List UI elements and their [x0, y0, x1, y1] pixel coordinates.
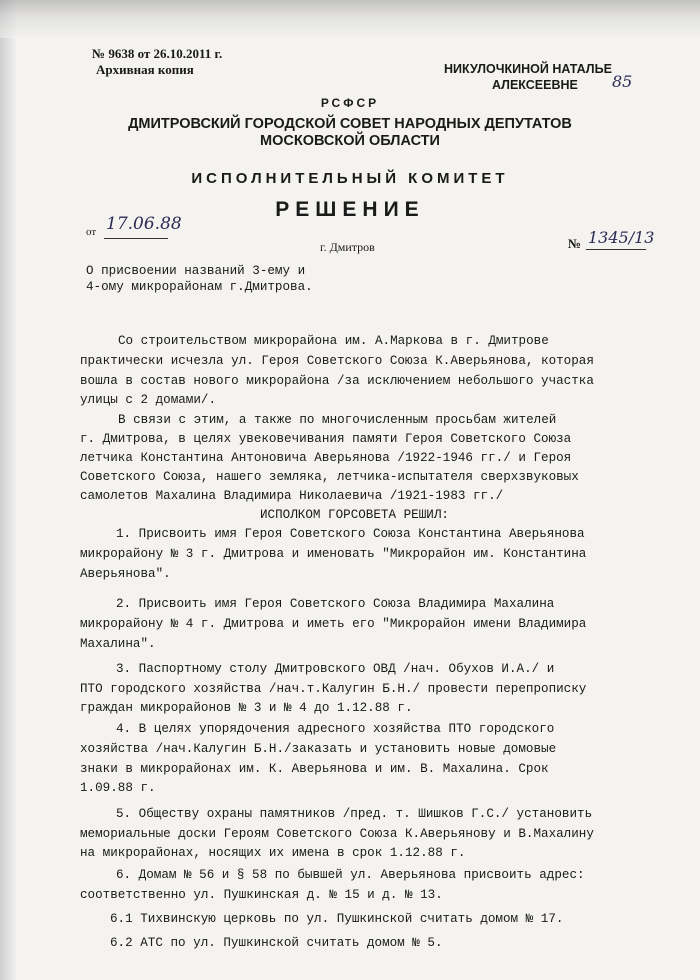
archive-copy-label: Архивная копия	[96, 62, 194, 77]
body-line: 6.1 Тихвинскую церковь по ул. Пушкинской считать домом № 17.	[110, 912, 564, 926]
body-line: на микрорайонах, носящих их имена в срок 1.12.88 г.	[80, 846, 466, 860]
recipient-name: НИКУЛОЧКИНОЙ НАТАЛЬЕ	[444, 62, 612, 76]
handwritten-mark: 85	[612, 72, 633, 91]
body-line: 6.2 АТС по ул. Пушкинской считать домом № 5.	[110, 936, 443, 950]
number-underline	[586, 249, 646, 250]
handwritten-date: 17.06.88	[106, 214, 182, 234]
body-line: летчика Константина Антоновича Аверьянова /1922-1946 гг./ и Героя	[80, 451, 572, 465]
date-underline	[104, 238, 168, 239]
body-line: вошла в состав нового микрорайона /за исключением небольшого участка	[80, 374, 594, 388]
subject-line: 4-ому микрорайонам г.Дмитрова.	[86, 280, 313, 294]
body-line: Со строительством микрорайона им. А.Маркова в г. Дмитрове	[118, 334, 549, 348]
document-type-heading: РЕШЕНИЕ	[275, 198, 425, 221]
body-line: 1.09.88 г.	[80, 781, 156, 795]
subject-line: О присвоении названий 3-ему и	[86, 264, 306, 278]
body-line: микрорайону № 3 г. Дмитрова и именовать "Микрорайон им. Константина	[80, 547, 587, 561]
body-line: самолетов Махалина Владимира Николаевича /1921-1983 гг./	[80, 489, 504, 503]
body-line: 4. В целях упорядочения адресного хозяйства ПТО городского	[116, 722, 555, 736]
body-line: Махалина".	[80, 637, 156, 651]
body-line: Советского Союза, нашего земляка, летчика-испытателя сверхзвуковых	[80, 470, 579, 484]
body-line: 1. Присвоить имя Героя Советского Союза Константина Аверьянова	[116, 527, 585, 541]
body-line: Аверьянова".	[80, 567, 171, 581]
handwritten-number: 1345/13	[588, 228, 655, 247]
council-heading-1: ДМИТРОВСКИЙ ГОРОДСКОЙ СОВЕТ НАРОДНЫХ ДЕПУТАТОВ	[128, 116, 572, 132]
date-label: от	[86, 226, 97, 238]
republic-heading: РСФСР	[320, 96, 380, 110]
body-line: соответственно ул. Пушкинская д. № 15 и д. № 13.	[80, 888, 443, 902]
number-label: №	[568, 236, 582, 251]
recipient-patronymic: АЛЕКСЕЕВНЕ	[492, 78, 578, 92]
body-line: 3. Паспортному столу Дмитровского ОВД /нач. Обухов И.А./ и	[116, 662, 555, 676]
council-heading-2: МОСКОВСКОЙ ОБЛАСТИ	[260, 133, 440, 149]
body-line: знаки в микрорайонах им. К. Аверьянова и им. В. Махалина. Срок	[80, 762, 549, 776]
body-line: ПТО городского хозяйства /нач.т.Калугин Б.Н./ провести перепрописку	[80, 682, 587, 696]
body-line: г. Дмитрова, в целях увековечивания памяти Героя Советского Союза	[80, 432, 572, 446]
resolution-heading: ИСПОЛКОМ ГОРСОВЕТА РЕШИЛ:	[260, 508, 449, 522]
body-line: мемориальные доски Героям Советского Союза К.Аверьянову и В.Махалину	[80, 827, 594, 841]
city-label: г. Дмитров	[320, 240, 375, 254]
body-line: граждан микрорайонов № 3 и № 4 до 1.12.88 г.	[80, 701, 413, 715]
body-line: улицы с 2 домами/.	[80, 393, 217, 407]
body-line: микрорайону № 4 г. Дмитрова и иметь его "Микрорайон имени Владимира	[80, 617, 587, 631]
body-line: 6. Домам № 56 и § 58 по бывшей ул. Аверьянова присвоить адрес:	[116, 868, 585, 882]
body-line: практически исчезла ул. Героя Советского Союза К.Аверьянова, которая	[80, 354, 594, 368]
committee-heading: ИСПОЛНИТЕЛЬНЫЙ КОМИТЕТ	[191, 170, 509, 187]
archive-number: № 9638 от 26.10.2011 г.	[92, 46, 223, 61]
body-line: 5. Обществу охраны памятников /пред. т. Шишков Г.С./ установить	[116, 807, 593, 821]
body-line: В связи с этим, а также по многочисленным просьбам жителей	[118, 413, 557, 427]
body-line: хозяйства /нач.Калугин Б.Н./заказать и установить новые домовые	[80, 742, 557, 756]
body-line: 2. Присвоить имя Героя Советского Союза Владимира Махалина	[116, 597, 555, 611]
scan-top-shadow	[0, 0, 700, 38]
